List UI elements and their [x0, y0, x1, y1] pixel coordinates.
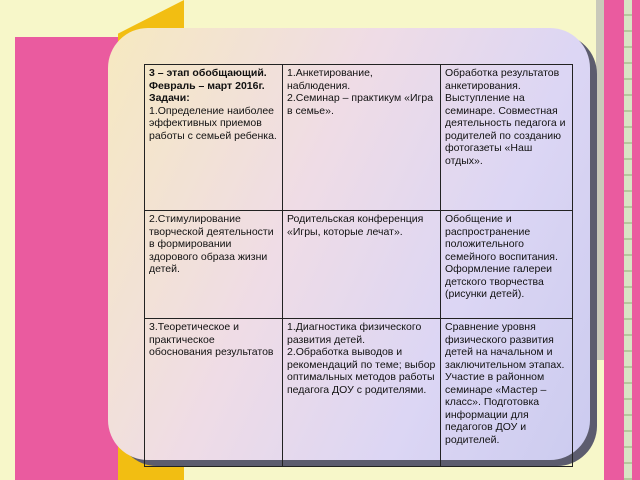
results-text: Обработка результатов анкетирования. Выступление на семинаре. Совместная деятельность педагога и родителей по созданию фотогазеты «Наш отдых». — [445, 67, 566, 167]
table-row — [145, 65, 573, 211]
activities-cell — [283, 319, 441, 467]
activities-cell — [283, 211, 441, 319]
stage-cell — [145, 211, 283, 319]
results-cell — [441, 65, 573, 211]
results-cell — [441, 211, 573, 319]
stage-text: 3.Теоретическое и практическое обоснования результатов — [149, 321, 274, 358]
pink-decor-block-right — [604, 0, 640, 480]
results-text: Обобщение и распространение положительного семейного воспитания. Оформление галереи детского творчества (рисунки детей). — [445, 213, 558, 300]
stage-cell — [145, 65, 283, 211]
stage-cell — [145, 319, 283, 467]
results-text: Сравнение уровня физического развития детей на начальном и заключительном этапах. Участие в районном семинаре «Мастер – класс». Подготовка информации для педагогов ДОУ и родителей. — [445, 321, 565, 446]
stage-text: 2.Стимулирование творческой деятельности в формировании здорового образа жизни детей. — [149, 213, 274, 275]
table-row — [145, 319, 573, 467]
decor-rail — [624, 0, 632, 480]
pink-decor-block-left — [15, 37, 122, 480]
plan-table — [144, 64, 573, 467]
activities-text: Родительская конференция «Игры, которые лечат». — [287, 213, 424, 238]
stage-text: 1.Определение наиболее эффективных приемов работы с семьей ребенка. — [149, 104, 277, 142]
activities-text: 1.Анкетирование, наблюдения. 2.Семинар – практикум «Игра в семье». — [287, 67, 434, 117]
table-row — [145, 211, 573, 319]
activities-text: 1.Диагностика физического развития детей. 2.Обработка выводов и рекомендаций по теме; выбор оптимальных методов работы педагога ДОУ с родителями. — [287, 321, 436, 396]
stage-heading: 3 – этап обобщающий. Февраль – март 2016г. Задачи: — [149, 67, 267, 104]
activities-cell — [283, 65, 441, 211]
results-cell — [441, 319, 573, 467]
